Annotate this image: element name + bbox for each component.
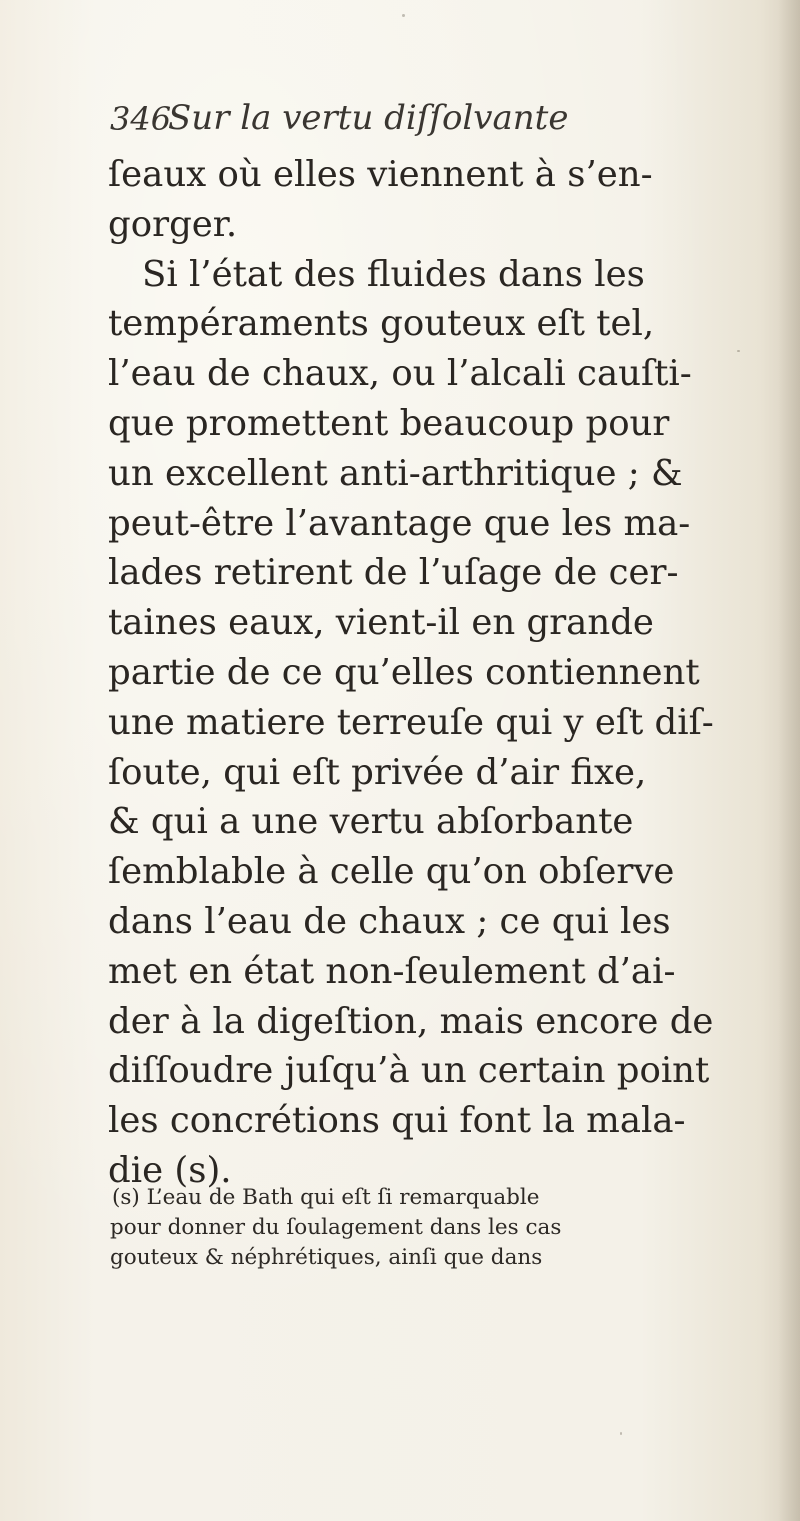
page-edge-shadow xyxy=(778,0,800,1521)
text-line: dans l’eau de chaux ; ce qui les xyxy=(108,900,671,942)
text-line: lades retirent de l’uſage de cer- xyxy=(108,552,679,594)
text-line: ſoute, qui eſt privée d’air fixe, xyxy=(108,751,647,793)
paper-speck xyxy=(737,350,740,352)
text-line: der à la digeſtion, mais encore de xyxy=(108,1000,714,1042)
paper-speck xyxy=(402,14,405,17)
text-line: gorger. xyxy=(108,203,238,245)
text-line: diſſoudre juſqu’à un certain point xyxy=(108,1050,710,1092)
body-text xyxy=(108,150,714,1196)
running-head: Sur la vertu diſſolvante xyxy=(168,98,569,138)
text-line: die (s). xyxy=(108,1149,232,1191)
text-line: & qui a une vertu abſorbante xyxy=(108,801,634,843)
text-line: que promettent beaucoup pour xyxy=(108,402,670,444)
footnote-line: gouteux & néphrétiques, ainſi que dans xyxy=(110,1245,543,1270)
footnote xyxy=(110,1183,710,1273)
page-number: 346 xyxy=(110,100,172,138)
text-line: taines eaux, vient-il en grande xyxy=(108,602,654,644)
text-line: ſemblable à celle qu’on obſerve xyxy=(108,851,675,893)
text-line: l’eau de chaux, ou l’alcali cauſti- xyxy=(108,353,692,395)
paper-speck xyxy=(620,1432,622,1435)
text-line: Si l’état des fluides dans les xyxy=(142,253,645,295)
text-line: ſeaux où elles viennent à s’en- xyxy=(108,154,653,195)
text-line: tempéraments gouteux eſt tel, xyxy=(108,303,655,345)
text-line: peut-être l’avantage que les ma- xyxy=(108,502,691,544)
text-line: partie de ce qu’elles contiennent xyxy=(108,651,700,693)
footnote-line: pour donner du ſoulagement dans les cas xyxy=(110,1215,562,1240)
footnote-line: (s) L’eau de Bath qui eſt ſi remarquable xyxy=(112,1185,540,1210)
text-line: une matiere terreuſe qui y eſt diſ- xyxy=(108,701,714,743)
text-line: met en état non-ſeulement d’ai- xyxy=(108,950,676,992)
text-line: un excellent anti-arthritique ; & xyxy=(108,452,683,494)
text-line: les concrétions qui font la mala- xyxy=(108,1100,686,1142)
page-header xyxy=(110,98,670,148)
